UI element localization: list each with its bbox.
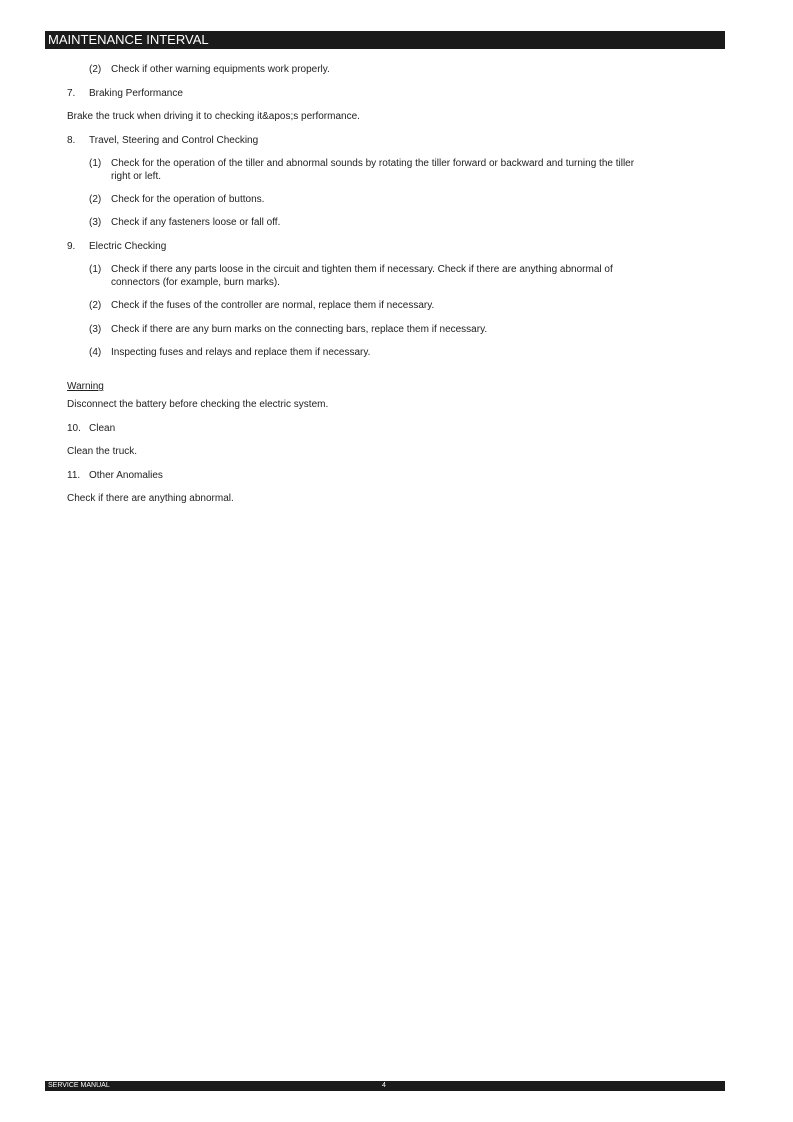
item-text: Check if the fuses of the controller are normal, replace them if necessary. xyxy=(111,300,435,311)
section-title: Electric Checking xyxy=(89,241,167,252)
item-number: (2) xyxy=(89,64,102,75)
item-text-line-1: Check if there any parts loose in the circuit and tighten them if necessary. Check if there are anything abnormal of xyxy=(111,264,613,275)
section-number: 11. xyxy=(67,470,81,481)
item-number: (3) xyxy=(89,324,102,335)
item-text-line-2: connectors (for example, burn marks). xyxy=(111,277,280,288)
item-number: (4) xyxy=(89,347,102,358)
list-item xyxy=(89,263,725,291)
warning-label: Warning xyxy=(67,381,104,392)
item-text: Inspecting fuses and relays and replace them if necessary. xyxy=(111,347,371,358)
paragraph: Brake the truck when driving it to checking it&apos;s performance. xyxy=(67,111,360,122)
item-number: (1) xyxy=(89,264,102,275)
item-number: (2) xyxy=(89,300,102,311)
page-header-title: MAINTENANCE INTERVAL xyxy=(48,32,209,47)
section-title: Braking Performance xyxy=(89,88,183,99)
section-number: 7. xyxy=(67,88,76,99)
item-number: (1) xyxy=(89,158,102,169)
item-text: Check for the operation of buttons. xyxy=(111,194,265,205)
section-number: 10. xyxy=(67,423,81,434)
item-text-line-1: Check for the operation of the tiller and abnormal sounds by rotating the tiller forward or backward and turning the tiller xyxy=(111,158,635,169)
item-text-line-2: right or left. xyxy=(111,171,162,182)
section-title: Clean xyxy=(89,423,116,434)
section-number: 9. xyxy=(67,241,76,252)
section-number: 8. xyxy=(67,135,76,146)
page-number: 4 xyxy=(382,1082,386,1089)
item-number: (2) xyxy=(89,194,102,205)
item-text: Check if any fasteners loose or fall off. xyxy=(111,217,281,228)
header-bar xyxy=(45,31,725,49)
paragraph: Check if there are anything abnormal. xyxy=(67,493,234,504)
warning-text: Disconnect the battery before checking the electric system. xyxy=(67,399,329,410)
footer-manual-title: SERVICE MANUAL xyxy=(48,1082,110,1089)
item-text: Check if there are any burn marks on the connecting bars, replace them if necessary. xyxy=(111,324,488,335)
footer-bar xyxy=(45,1081,725,1091)
paragraph: Clean the truck. xyxy=(67,446,138,457)
item-number: (3) xyxy=(89,217,102,228)
list-item xyxy=(89,157,725,185)
section-title: Travel, Steering and Control Checking xyxy=(89,135,259,146)
section-title: Other Anomalies xyxy=(89,470,163,481)
item-text: Check if other warning equipments work properly. xyxy=(111,64,330,75)
